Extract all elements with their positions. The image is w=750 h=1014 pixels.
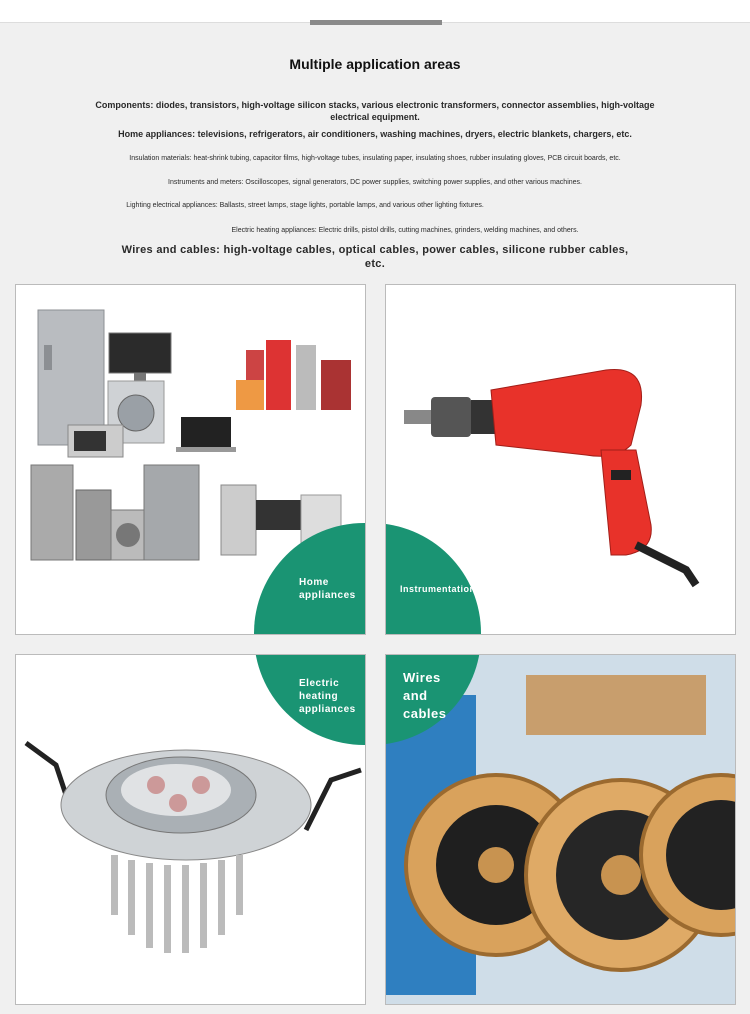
heating-panel bbox=[15, 654, 366, 1005]
instrumentation-panel bbox=[385, 284, 736, 635]
lighting-text: Lighting electrical appliances: Ballasts, street lamps, stage lights, portable lamps, and various other lighting fixtures. bbox=[126, 202, 484, 209]
wires-label: Wires and cables bbox=[403, 670, 447, 721]
components-text: Components: diodes, transistors, high-voltage silicon stacks, various electronic transformers, connector assemblies, high-voltage electrical equipment. bbox=[95, 100, 655, 122]
instrumentation-label: Instrumentation bbox=[400, 584, 476, 594]
insulation-text: Insulation materials: heat-shrink tubing, capacitor films, high-voltage tubes, insulating paper, insulating shoes, rubber insulating gloves, PCB circuit boards, etc. bbox=[129, 155, 621, 162]
home-label: Home appliances bbox=[299, 577, 356, 601]
instruments-text: Instruments and meters: Oscilloscopes, signal generators, DC power supplies, switching power supplies, and other various machines. bbox=[168, 179, 582, 186]
top-bar bbox=[0, 0, 750, 23]
heating-text: Electric heating appliances: Electric drills, pistol drills, cutting machines, grinders, welding machines, and others. bbox=[231, 227, 579, 234]
home-appliances-text: Home appliances: televisions, refrigerators, air conditioners, washing machines, dryers, electric blankets, chargers, etc. bbox=[118, 129, 632, 139]
top-accent-bar bbox=[310, 20, 442, 25]
page-title: Multiple application areas bbox=[289, 56, 461, 72]
wires-panel bbox=[385, 654, 736, 1005]
wires-text: Wires and cables: high-voltage cables, optical cables, power cables, silicone rubber cables, etc. bbox=[121, 244, 629, 270]
heating-label: Electric heating appliances bbox=[299, 678, 356, 715]
home-appliances-panel bbox=[15, 284, 366, 635]
